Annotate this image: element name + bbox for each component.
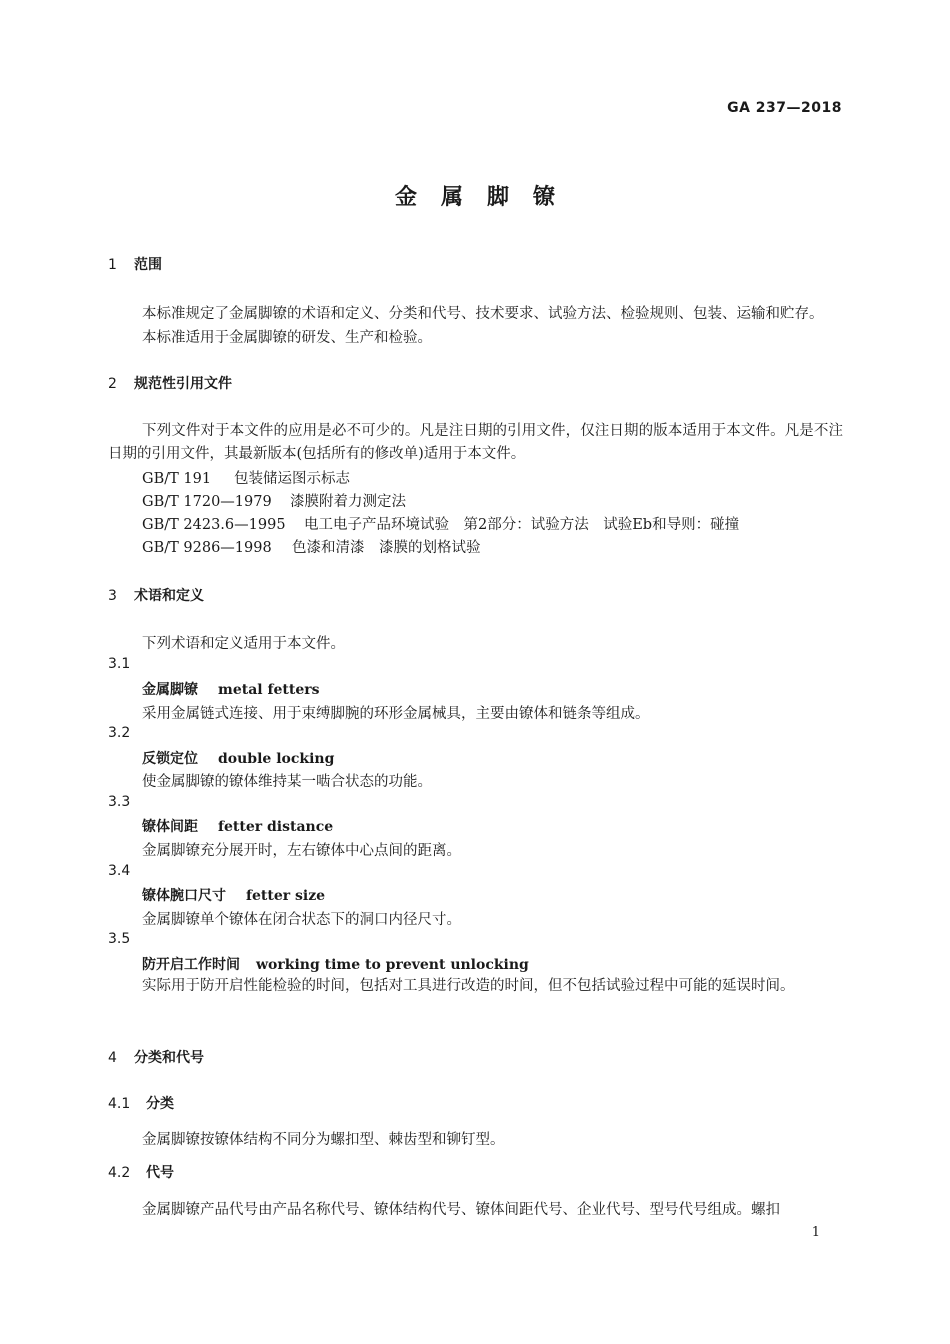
reference-name: 漆膜附着力测定法 [290,494,406,510]
paragraph: 金属脚镣按镣体结构不同分为螺扣型、棘齿型和铆钉型。 [142,1132,505,1148]
reference-name: 包装储运图示标志 [234,471,350,487]
section-1-heading [108,254,162,274]
section-4-heading [108,1047,204,1067]
subsection-number: 4.1 [108,1096,131,1112]
section-2-heading [108,373,232,393]
subsection-number: 4.2 [108,1165,131,1181]
term-heading [142,885,325,905]
reference-code: GB/T 2423.6—1995 [142,517,286,533]
term-definition: 金属脚镣单个镣体在闭合状态下的洞口内径尺寸。 [142,912,461,928]
paragraph: 本标准规定了金属脚镣的术语和定义、分类和代号、技术要求、试验方法、检验规则、包装、运输和贮存。 [142,306,824,322]
reference-code: GB/T 9286—1998 [142,540,272,556]
reference-item [142,536,481,557]
term-en: metal fetters [218,682,320,698]
section-title: 术语和定义 [134,588,204,604]
reference-name: 电工电子产品环境试验 第2部分：试验方法 试验Eb和导则：碰撞 [304,517,740,533]
section-3-heading [108,585,204,605]
section-number: 3 [108,588,117,604]
reference-item [142,513,739,534]
term-en: working time to prevent unlocking [256,957,529,973]
term-definition: 金属脚镣充分展开时，左右镣体中心点间的距离。 [142,843,461,859]
section-number: 4 [108,1050,117,1066]
section-title: 范围 [134,257,162,273]
reference-code: GB/T 1720—1979 [142,494,272,510]
term-zh: 防开启工作时间 [142,957,240,973]
document-title: 金属脚镣 [394,185,579,210]
term-definition: 实际用于防开启性能检验的时间，包括对工具进行改造的时间，但不包括试验过程中可能的延误时间。 [142,978,795,994]
term-number: 3.1 [108,656,131,672]
term-zh: 镣体间距 [142,819,198,835]
subsection-title: 分类 [146,1096,174,1112]
term-number: 3.4 [108,863,131,879]
term-en: fetter size [246,888,326,904]
term-heading [142,748,334,768]
term-en: fetter distance [218,819,334,835]
term-number: 3.5 [108,931,131,947]
standard-code: GA 237—2018 [727,100,842,116]
subsection-title: 代号 [146,1165,174,1181]
term-zh: 金属脚镣 [142,682,198,698]
term-zh: 反锁定位 [142,751,198,767]
page-number: 1 [811,1225,820,1240]
paragraph: 下列文件对于本文件的应用是必不可少的。凡是注日期的引用文件，仅注日期的版本适用于本文件。凡是不注日期的引用文件，其最新版本(包括所有的修改单)适用于本文件。 [108,423,843,462]
section-title: 规范性引用文件 [134,376,232,392]
section-title: 分类和代号 [134,1050,204,1066]
reference-item [142,490,406,511]
subsection-4-1-heading [108,1093,174,1113]
term-en: double locking [218,751,335,767]
section-number: 1 [108,257,117,273]
reference-item [142,467,350,488]
reference-name: 色漆和清漆 漆膜的划格试验 [292,540,481,556]
term-number: 3.2 [108,725,131,741]
term-heading [142,679,319,699]
section-number: 2 [108,376,117,392]
term-definition: 使金属脚镣的镣体维持某一啮合状态的功能。 [142,774,432,790]
subsection-4-2-heading [108,1162,174,1182]
term-zh: 镣体腕口尺寸 [142,888,226,904]
term-number: 3.3 [108,794,131,810]
paragraph: 本标准适用于金属脚镣的研发、生产和检验。 [142,330,432,346]
term-heading [142,816,333,836]
paragraph: 金属脚镣产品代号由产品名称代号、镣体结构代号、镣体间距代号、企业代号、型号代号组成。螺扣 [142,1202,780,1218]
term-definition: 采用金属链式连接、用于束缚脚腕的环形金属械具，主要由镣体和链条等组成。 [142,706,650,722]
reference-code: GB/T 191 [142,471,212,487]
term-heading [142,954,529,974]
paragraph: 下列术语和定义适用于本文件。 [142,636,345,652]
